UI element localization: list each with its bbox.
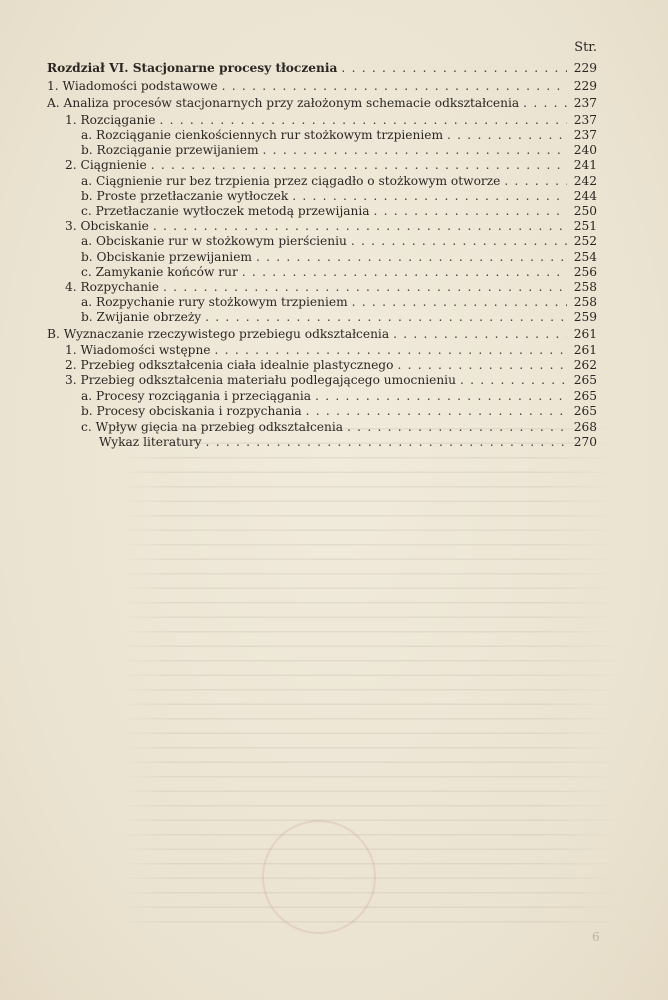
dot-leader xyxy=(306,404,567,419)
toc-entry-title: c. Zamykanie końców rur xyxy=(81,265,238,279)
toc-entry xyxy=(65,280,597,295)
toc-entry-title: a. Ciągnienie rur bez trzpienia przez ciągadło o stożkowym otworze xyxy=(81,174,501,188)
toc-entry-page: 254 xyxy=(573,250,597,264)
toc-entry-title: a. Rozciąganie cienkościennych rur stożkowym trzpieniem xyxy=(81,128,444,142)
dot-leader xyxy=(215,343,567,358)
toc-entry xyxy=(81,295,597,310)
toc-entry-title: c. Wpływ gięcia na przebieg odkształcenia xyxy=(81,420,344,434)
toc-entry-page: 259 xyxy=(573,310,597,324)
toc-entry xyxy=(81,234,597,249)
toc-entry-title: a. Obciskanie rur w stożkowym pierścieniu xyxy=(81,234,347,248)
dot-leader xyxy=(206,435,567,450)
toc-entry xyxy=(81,310,597,325)
dot-leader xyxy=(351,234,567,249)
toc-entry xyxy=(81,143,597,158)
toc-entry-page: 258 xyxy=(573,295,597,309)
toc-entry-title: a. Procesy rozciągania i przeciągania xyxy=(81,389,312,403)
dot-leader xyxy=(352,295,567,310)
toc-entry-title: 2. Przebieg odkształcenia ciała idealnie plastycznego xyxy=(65,358,394,372)
toc-entry-page: 237 xyxy=(573,113,597,127)
dot-leader xyxy=(315,389,567,404)
dot-leader xyxy=(447,128,567,143)
toc-entry xyxy=(47,61,597,76)
toc-entry-title: 3. Przebieg odkształcenia materiału podlegającego umocnieniu xyxy=(65,373,456,387)
dot-leader xyxy=(504,174,567,189)
toc-entry-page: 265 xyxy=(573,373,597,387)
toc-entry-page: 256 xyxy=(573,265,597,279)
toc-entry xyxy=(81,250,597,265)
toc-entry xyxy=(81,404,597,419)
toc-entry-page: 229 xyxy=(573,61,597,75)
toc-entry-title: 4. Rozpychanie xyxy=(65,280,160,294)
toc-entry-title: b. Rozciąganie przewijaniem xyxy=(81,143,259,157)
toc-entry-title: c. Przetłaczanie wytłoczek metodą przewijania xyxy=(81,204,370,218)
dot-leader xyxy=(347,420,567,435)
toc-entry xyxy=(65,158,597,173)
toc-entry-title: 1. Wiadomości podstawowe xyxy=(47,79,218,93)
toc-entry-page: 265 xyxy=(573,389,597,403)
toc-entry-page: 261 xyxy=(573,327,597,341)
faded-library-stamp xyxy=(262,820,376,934)
dot-leader xyxy=(397,358,567,373)
toc-entry-title: b. Proste przetłaczanie wytłoczek xyxy=(81,189,289,203)
toc-entry-title: 2. Ciągnienie xyxy=(65,158,147,172)
toc-entry xyxy=(65,373,597,388)
dot-leader xyxy=(159,113,567,128)
toc-entry xyxy=(65,219,597,234)
dot-leader xyxy=(256,250,567,265)
toc-entry xyxy=(81,174,597,189)
toc-entry-page: 251 xyxy=(573,219,597,233)
toc-entry-page: 237 xyxy=(573,96,597,110)
toc-entry xyxy=(81,204,597,219)
toc-entry-title: 1. Wiadomości wstępne xyxy=(65,343,211,357)
toc-entry-title: 3. Obciskanie xyxy=(65,219,149,233)
dot-leader xyxy=(222,79,567,94)
dot-leader xyxy=(263,143,567,158)
toc-entry-title: b. Procesy obciskania i rozpychania xyxy=(81,404,302,418)
dot-leader xyxy=(151,158,567,173)
page-column-header: Str. xyxy=(574,40,597,55)
toc-entry-page: 268 xyxy=(573,420,597,434)
toc-entry xyxy=(81,420,597,435)
dot-leader xyxy=(242,265,567,280)
toc-entry xyxy=(81,189,597,204)
toc-entry-title: Rozdział VI. Stacjonarne procesy tłoczenia xyxy=(47,61,338,75)
toc-entry xyxy=(47,96,597,111)
toc-entry-title: 1. Rozciąganie xyxy=(65,113,156,127)
toc-entry-page: 241 xyxy=(573,158,597,172)
dot-leader xyxy=(523,96,567,111)
toc-entry-title: b. Obciskanie przewijaniem xyxy=(81,250,252,264)
toc-entry-title: A. Analiza procesów stacjonarnych przy założonym schemacie odkształcenia xyxy=(47,96,520,110)
toc-entry-page: 252 xyxy=(573,234,597,248)
dot-leader xyxy=(205,310,567,325)
toc-entry-page: 237 xyxy=(573,128,597,142)
toc-entry-page: 270 xyxy=(573,435,597,449)
toc-entry xyxy=(47,79,597,94)
toc-entry-page: 258 xyxy=(573,280,597,294)
toc-entry xyxy=(81,389,597,404)
toc-entry-title: Wykaz literatury xyxy=(99,435,202,449)
bleed-through-text xyxy=(120,415,620,935)
dot-leader xyxy=(341,61,567,76)
dot-leader xyxy=(460,373,567,388)
toc-entry-page: 242 xyxy=(573,174,597,188)
toc-entry xyxy=(99,435,597,450)
toc-entry-page: 244 xyxy=(573,189,597,203)
toc-entry-page: 261 xyxy=(573,343,597,357)
dot-leader xyxy=(292,189,567,204)
toc-entry-title: b. Zwijanie obrzeży xyxy=(81,310,202,324)
toc-entry-title: a. Rozpychanie rury stożkowym trzpieniem xyxy=(81,295,348,309)
faint-page-mark: 6 xyxy=(592,930,600,944)
toc-entry xyxy=(81,128,597,143)
toc-entry xyxy=(47,327,597,342)
dot-leader xyxy=(374,204,567,219)
toc-entry-title: B. Wyznaczanie rzeczywistego przebiegu odkształcenia xyxy=(47,327,390,341)
toc-entry xyxy=(65,358,597,373)
toc-entry-page: 250 xyxy=(573,204,597,218)
dot-leader xyxy=(153,219,567,234)
toc-entry-page: 240 xyxy=(573,143,597,157)
toc-entry-page: 229 xyxy=(573,79,597,93)
dot-leader xyxy=(393,327,567,342)
toc-entry-page: 265 xyxy=(573,404,597,418)
toc-entry-page: 262 xyxy=(573,358,597,372)
toc-entry xyxy=(65,343,597,358)
toc-entry xyxy=(81,265,597,280)
toc-entry xyxy=(65,113,597,128)
dot-leader xyxy=(163,280,567,295)
